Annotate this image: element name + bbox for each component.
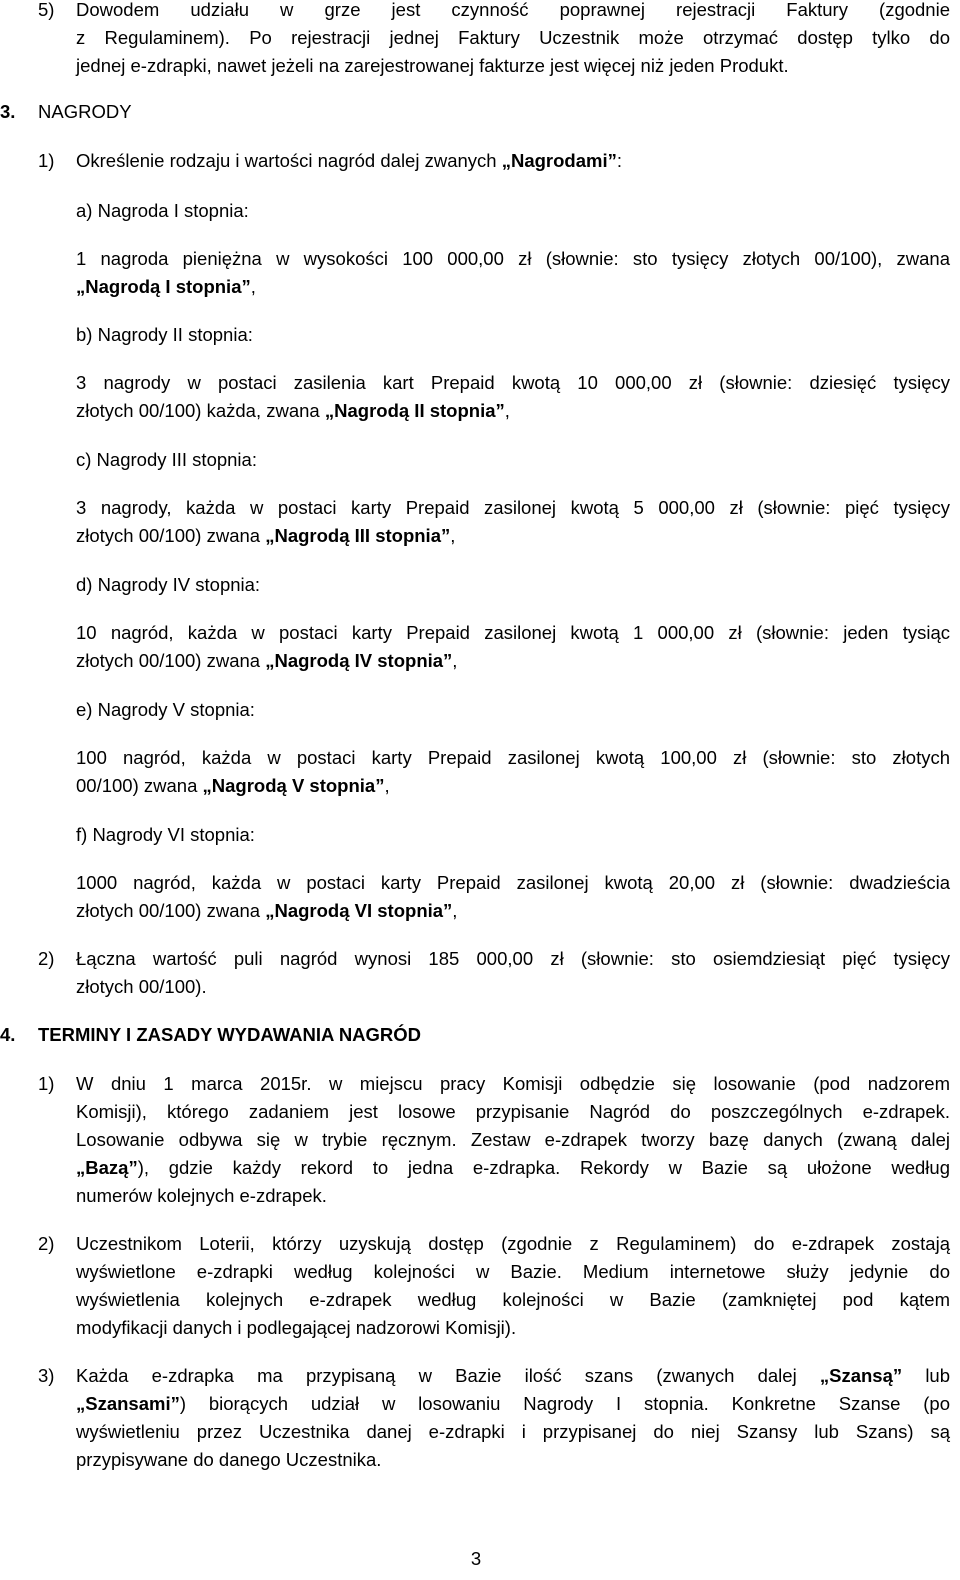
prize-label: b) Nagrody II stopnia:: [76, 324, 253, 345]
paragraph-line: numerów kolejnych e-zdrapek.: [76, 1185, 327, 1206]
prize-line: 1 nagroda pieniężna w wysokości 100 000,00 zł (słownie: sto tysięcy złotych 00/100), zwana: [76, 248, 950, 269]
prize-description: [76, 619, 950, 675]
prize-label: d) Nagrody IV stopnia:: [76, 574, 261, 595]
paragraph-line: Losowanie odbywa się w trybie ręcznym. Zestaw e-zdrapek tworzy bazę danych (zwaną dalej: [76, 1129, 950, 1150]
item-text-end: :: [616, 150, 622, 171]
defined-term: „Szansami”: [76, 1393, 180, 1414]
prize-line: złotych 00/100) zwana „Nagrodą IV stopnia”,: [76, 650, 458, 671]
paragraph-line: z Regulaminem). Po rejestracji jednej Faktury Uczestnik może otrzymać dostęp tylko do: [76, 27, 950, 48]
prize-label: f) Nagrody VI stopnia:: [76, 824, 255, 845]
prize-description: [76, 744, 950, 800]
prize-line: 3 nagrody w postaci zasilenia kart Prepaid kwotą 10 000,00 zł (słownie: dziesięć tysięcy: [76, 372, 950, 393]
prize-line: 1000 nagród, każda w postaci karty Prepaid zasilonej kwotą 20,00 zł (słownie: dwadzieścia: [76, 872, 950, 893]
list-item-5: [38, 0, 950, 80]
prize-name: „Nagrodą III stopnia”: [265, 525, 451, 546]
prize-description: [76, 869, 950, 925]
paragraph-line: złotych 00/100).: [76, 976, 207, 997]
paragraph-line: modyfikacji danych i podlegającej nadzorowi Komisji).: [76, 1317, 517, 1338]
prize-line: 100 nagród, każda w postaci karty Prepaid zasilonej kwotą 100,00 zł (słownie: sto złotych: [76, 747, 950, 768]
paragraph-line: wyświetlenia kolejnych e-zdrapek według kolejności w Bazie (zamkniętej pod kątem: [76, 1289, 950, 1310]
prize-line: 10 nagród, każda w postaci karty Prepaid zasilonej kwotą 1 000,00 zł (słownie: jeden tysiąc: [76, 622, 950, 643]
paragraph-line: jednej e-zdrapki, nawet jeżeli na zarejestrowanej fakturze jest więcej niż jeden Produkt.: [76, 55, 789, 76]
prize-name: „Nagrodą II stopnia”: [324, 400, 505, 421]
list-item-3-2: [38, 945, 950, 1001]
list-item-4-3: [38, 1362, 950, 1474]
defined-term: „Nagrodami”: [501, 150, 617, 171]
prize-name: „Nagrodą VI stopnia”: [265, 900, 453, 921]
list-item-4-2: [38, 1230, 950, 1342]
prize-name: „Nagrodą V stopnia”: [202, 775, 385, 796]
item-number: 1): [38, 150, 55, 171]
item-text: Określenie rodzaju i wartości nagród dalej zwanych: [76, 150, 502, 171]
prize-description: [76, 369, 950, 425]
paragraph-line: Łączna wartość puli nagród wynosi 185 000,00 zł (słownie: sto osiemdziesiąt pięć tysięcy: [76, 948, 950, 969]
section-heading-4: [0, 1021, 422, 1049]
item-number: 2): [38, 948, 55, 969]
paragraph-line: „Szansami”) biorących udział w losowaniu Nagrody I stopnia. Konkretne Szanse (po: [76, 1393, 950, 1414]
paragraph-line: „Bazą”), gdzie każdy rekord to jedna e-zdrapka. Rekordy w Bazie są ułożone według: [76, 1157, 950, 1178]
prize-line: 3 nagrody, każda w postaci karty Prepaid zasilonej kwotą 5 000,00 zł (słownie: pięć tysięcy: [76, 497, 950, 518]
section-number: 3.: [0, 101, 16, 122]
prize-line: „Nagrodą I stopnia”,: [76, 276, 256, 297]
section-title: TERMINY I ZASADY WYDAWANIA NAGRÓD: [38, 1024, 422, 1045]
list-item-4-1: [38, 1070, 950, 1210]
paragraph-line: W dniu 1 marca 2015r. w miejscu pracy Komisji odbędzie się losowanie (pod nadzorem: [76, 1073, 950, 1094]
paragraph-line: wyświetlone e-zdrapki według kolejności w Bazie. Medium internetowe służy jedynie do: [76, 1261, 950, 1282]
prize-line: złotych 00/100) zwana „Nagrodą VI stopnia”,: [76, 900, 458, 921]
prize-line: 00/100) zwana „Nagrodą V stopnia”,: [76, 775, 390, 796]
section-title: NAGRODY: [38, 101, 132, 122]
defined-term: „Szansą”: [819, 1365, 903, 1386]
prize-description: [76, 494, 950, 550]
page-number: 3: [470, 1548, 482, 1569]
item-number: 5): [38, 0, 55, 20]
item-number: 2): [38, 1233, 55, 1254]
prize-label: e) Nagrody V stopnia:: [76, 699, 255, 720]
prize-label: c) Nagrody III stopnia:: [76, 449, 257, 470]
paragraph-line: Każda e-zdrapka ma przypisaną w Bazie ilość szans (zwanych dalej „Szansą” lub: [76, 1365, 951, 1386]
prize-name: „Nagrodą I stopnia”: [76, 276, 251, 297]
paragraph-line: wyświetleniu przez Uczestnika danej e-zdrapki i przypisanej do niej Szansy lub Szans) są: [76, 1421, 950, 1442]
paragraph-line: Uczestnikom Loterii, którzy uzyskują dostęp (zgodnie z Regulaminem) do e-zdrapek zostają: [76, 1233, 950, 1254]
prize-line: złotych 00/100) zwana „Nagrodą III stopnia”,: [76, 525, 456, 546]
paragraph-line: przypisywane do danego Uczestnika.: [76, 1449, 382, 1470]
item-number: 1): [38, 1073, 55, 1094]
prize-description: [76, 245, 950, 301]
section-number: 4.: [0, 1024, 16, 1045]
defined-term: „Bazą”: [76, 1157, 138, 1178]
paragraph-line: Komisji), którego zadaniem jest losowe przypisanie Nagród do poszczególnych e-zdrapek.: [76, 1101, 950, 1122]
prize-line: złotych 00/100) każda, zwana „Nagrodą II stopnia”,: [76, 400, 510, 421]
item-number: 3): [38, 1365, 55, 1386]
prize-label: a) Nagroda I stopnia:: [76, 200, 249, 221]
section-heading-3: [0, 98, 132, 126]
paragraph-line: Dowodem udziału w grze jest czynność poprawnej rejestracji Faktury (zgodnie: [76, 0, 950, 20]
prize-name: „Nagrodą IV stopnia”: [265, 650, 453, 671]
list-item-3-1: [38, 147, 950, 175]
